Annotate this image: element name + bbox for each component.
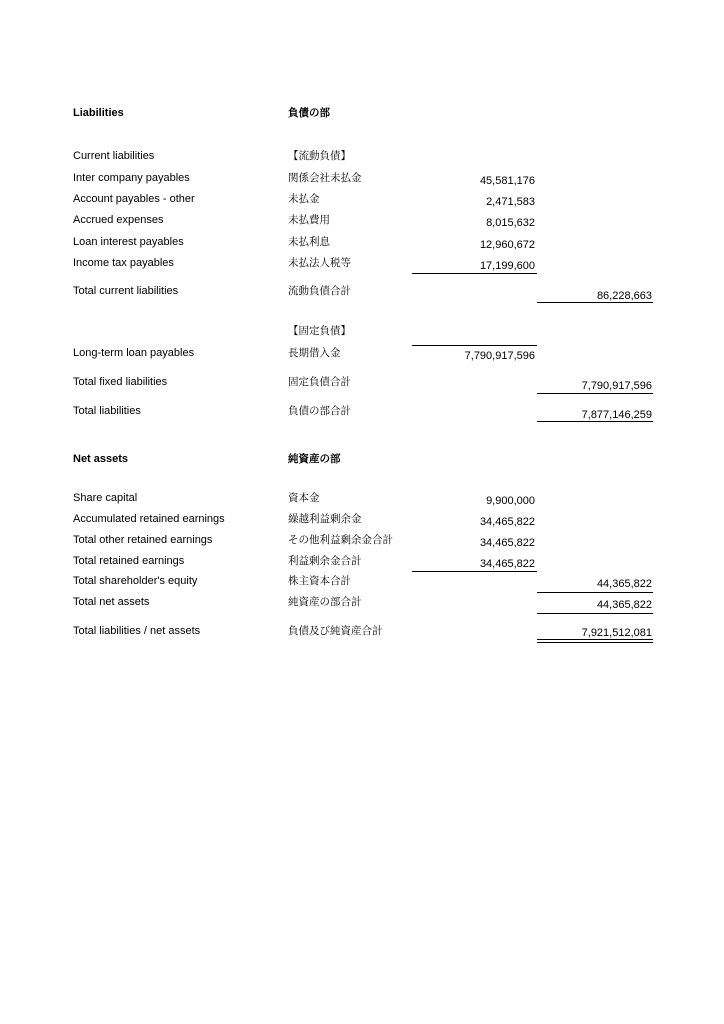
total-net-assets-label-ja: 純資産の部合計 xyxy=(288,596,362,608)
row-label-ja: その他利益剰余金合計 xyxy=(288,534,393,546)
subtotal-rule xyxy=(412,273,537,274)
row-label: Share capital xyxy=(73,492,138,504)
grand-total-label-ja: 負債及び純資産合計 xyxy=(288,625,383,637)
row-amount: 8,015,632 xyxy=(486,217,535,229)
row-label-ja: 利益剰余金合計 xyxy=(288,555,362,567)
row-label-ja: 未払利息 xyxy=(288,236,330,248)
row-label-ja: 未払費用 xyxy=(288,214,330,226)
total-current-liabilities-amount: 86,228,663 xyxy=(596,290,652,302)
row-label-ja: 未払金 xyxy=(288,193,320,205)
row-amount: 7,790,917,596 xyxy=(464,350,535,362)
liabilities-heading-ja: 負債の部 xyxy=(288,107,330,119)
row-amount: 12,960,672 xyxy=(479,239,535,251)
current-liabilities-label-ja: 【流動負債】 xyxy=(288,150,351,162)
total-fixed-liabilities-label: Total fixed liabilities xyxy=(73,376,168,388)
total-fixed-liabilities-amount: 7,790,917,596 xyxy=(581,380,652,392)
total-rule xyxy=(537,613,653,614)
total-fixed-liabilities-label-ja: 固定負債合計 xyxy=(288,376,351,388)
row-amount: 2,471,583 xyxy=(486,196,535,208)
row-amount: 9,900,000 xyxy=(486,495,535,507)
double-rule-bottom xyxy=(537,642,653,643)
row-label: Accrued expenses xyxy=(73,214,164,226)
total-net-assets-amount: 44,365,822 xyxy=(596,599,652,611)
shareholders-equity-amount: 44,365,822 xyxy=(596,578,652,590)
subtotal-rule xyxy=(412,571,537,572)
double-rule-top xyxy=(537,639,653,640)
row-label: Accumulated retained earnings xyxy=(73,513,225,525)
fixed-liabilities-label-ja: 【固定負債】 xyxy=(288,325,351,337)
row-label-ja: 関係会社未払金 xyxy=(288,172,362,184)
net-assets-heading: Net assets xyxy=(73,453,129,465)
total-net-assets-label: Total net assets xyxy=(73,596,150,608)
row-label-ja: 長期借入金 xyxy=(288,347,341,359)
row-label: Long-term loan payables xyxy=(73,347,195,359)
total-rule xyxy=(537,421,653,422)
grand-total-label: Total liabilities / net assets xyxy=(73,625,201,637)
row-amount: 34,465,822 xyxy=(479,516,535,528)
row-label: Loan interest payables xyxy=(73,236,184,248)
total-rule xyxy=(537,393,653,394)
subtotal-rule xyxy=(412,345,537,346)
row-label: Total retained earnings xyxy=(73,555,185,567)
row-label-ja: 未払法人税等 xyxy=(288,257,351,269)
total-current-liabilities-label-ja: 流動負債合計 xyxy=(288,285,351,297)
row-amount: 34,465,822 xyxy=(479,537,535,549)
row-label: Account payables - other xyxy=(73,193,195,205)
total-liabilities-amount: 7,877,146,259 xyxy=(581,409,652,421)
total-liabilities-label-ja: 負債の部合計 xyxy=(288,405,351,417)
total-rule xyxy=(537,592,653,593)
grand-total-amount: 7,921,512,081 xyxy=(581,627,652,639)
row-label: Inter company payables xyxy=(73,172,190,184)
liabilities-heading: Liabilities xyxy=(73,107,124,119)
row-label: Total other retained earnings xyxy=(73,534,213,546)
shareholders-equity-label-ja: 株主資本合計 xyxy=(288,575,351,587)
total-rule xyxy=(537,302,653,303)
current-liabilities-label: Current liabilities xyxy=(73,150,155,162)
shareholders-equity-label: Total shareholder's equity xyxy=(73,575,198,587)
row-amount: 34,465,822 xyxy=(479,558,535,570)
net-assets-heading-ja: 純資産の部 xyxy=(288,453,341,465)
row-label-ja: 繰越利益剰余金 xyxy=(288,513,362,525)
row-amount: 17,199,600 xyxy=(479,260,535,272)
row-label: Income tax payables xyxy=(73,257,174,269)
row-label-ja: 資本金 xyxy=(288,492,320,504)
total-current-liabilities-label: Total current liabilities xyxy=(73,285,179,297)
row-amount: 45,581,176 xyxy=(479,175,535,187)
total-liabilities-label: Total liabilities xyxy=(73,405,141,417)
